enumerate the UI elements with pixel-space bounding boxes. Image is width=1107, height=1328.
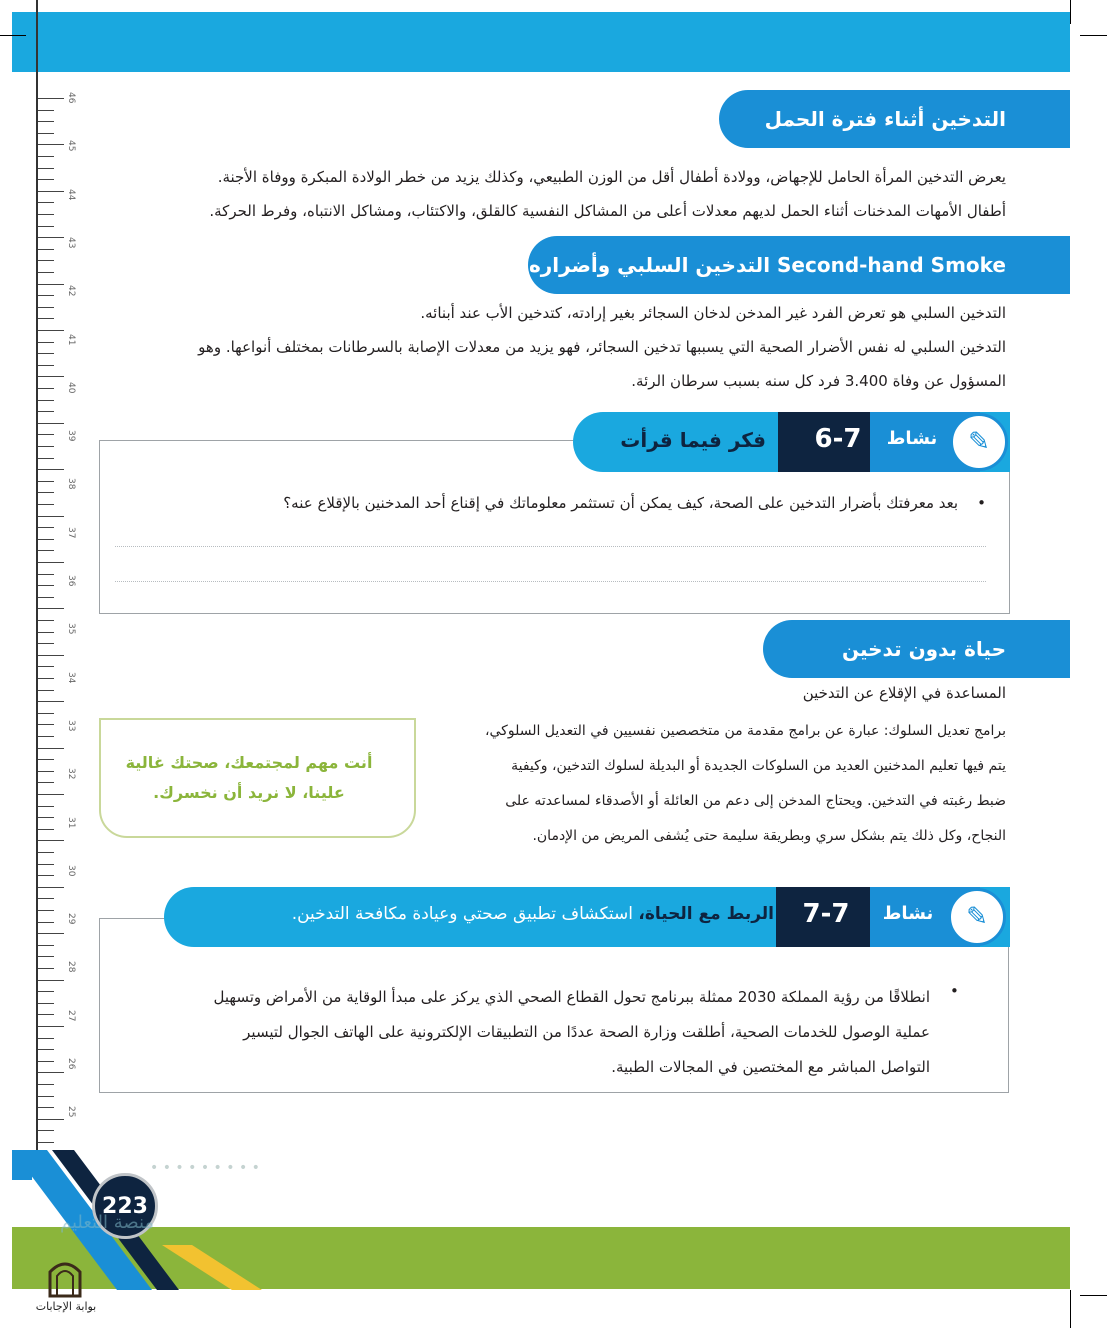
ruler-tick: [38, 678, 54, 679]
ruler-tick: [38, 376, 64, 377]
ruler-tick: [38, 690, 54, 691]
ruler-tick: [38, 504, 54, 505]
dots-watermark: • • • • • • • • •: [150, 1160, 260, 1176]
ruler-number: 41: [66, 333, 76, 345]
top-banner: [12, 12, 1070, 72]
text-line: التدخين السلبي هو تعرض الفرد غير المدخن لدخان السجائر بغير إرادته، كتدخين الأب عند أبنائه.: [420, 304, 1006, 322]
ruler-tick: [38, 365, 54, 366]
text-line: التدخين السلبي له نفس الأضرار الصحية التي يسببها تدخين السجائر، فهو يزيد من معدلات الإصابة بالسرطانات بمختلف أنواعها. وهو: [198, 338, 1006, 356]
ruler-number: 45: [66, 140, 76, 152]
ruler: [36, 0, 38, 1150]
activity-label: نشاط: [882, 903, 934, 924]
ruler-tick: [38, 110, 54, 111]
ruler-tick: [38, 353, 54, 354]
ruler-tick: [38, 991, 54, 992]
ruler-tick: [38, 562, 64, 563]
ruler-tick: [38, 620, 54, 621]
ruler-tick: [38, 748, 64, 749]
section-title-text: التدخين أثناء فترة الحمل: [764, 107, 1006, 131]
pencil-icon: ✎: [948, 888, 1006, 946]
ruler-tick: [38, 852, 54, 853]
ruler-tick: [38, 516, 64, 517]
ruler-number: 33: [66, 719, 76, 732]
section-title-smokefree: [763, 620, 1070, 678]
ruler-number: 40: [66, 381, 76, 394]
ruler-tick: [38, 1084, 54, 1085]
ruler-tick: [38, 156, 54, 157]
ruler-tick: [38, 829, 54, 830]
ruler-number: 31: [66, 816, 76, 828]
ruler-tick: [38, 1130, 54, 1131]
ruler-tick: [38, 492, 54, 493]
ruler-tick: [38, 1038, 54, 1039]
ruler-tick: [38, 898, 54, 899]
ruler-tick: [38, 597, 54, 598]
section-title-text: حياة بدون تدخين: [841, 637, 1006, 661]
ruler-tick: [38, 887, 64, 888]
ruler-tick: [38, 400, 54, 401]
activity-title: [176, 904, 774, 924]
ruler-number: 42: [66, 285, 76, 297]
ruler-tick: [38, 1061, 54, 1062]
ruler-tick: [38, 446, 54, 447]
ruler-number: 36: [66, 575, 76, 587]
ruler-tick: [38, 643, 54, 644]
ruler-tick: [38, 202, 54, 203]
activity-number: 6-7: [814, 424, 862, 454]
ruler-tick: [38, 284, 64, 285]
ruler-tick: [38, 968, 54, 969]
text-line: المسؤول عن وفاة 3.400 فرد كل سنه بسبب سرطان الرئة.: [631, 372, 1006, 390]
ruler-number: 44: [66, 188, 76, 201]
ruler-tick: [38, 458, 54, 459]
ruler-tick: [38, 910, 54, 911]
ruler-number: 35: [66, 623, 76, 635]
ruler-tick: [38, 585, 54, 586]
ruler-tick: [38, 388, 54, 389]
ruler-tick: [38, 980, 64, 981]
text-line: يتم فيها تعليم المدخنين العديد من السلوكات الجديدة أو البديلة لسلوك التدخين، وكيفية: [511, 758, 1006, 774]
ruler-number: 30: [66, 864, 76, 877]
bullet-icon: •: [950, 982, 959, 1000]
watermark-text: منصة التعليم: [60, 1212, 155, 1233]
ruler-tick: [38, 724, 54, 725]
ruler-tick: [38, 713, 54, 714]
page-number: 223: [102, 1193, 148, 1219]
bullet-icon: •: [958, 494, 986, 512]
crop-mark: [1070, 1290, 1071, 1328]
ruler-tick: [38, 817, 54, 818]
text-line: ضبط رغبته في التدخين. ويحتاج المدخن إلى دعم من العائلة أو الأصدقاء لمساعدته على: [505, 793, 1006, 809]
ruler-tick: [38, 342, 54, 343]
ruler-tick: [38, 469, 64, 470]
activity-number: 7-7: [802, 899, 850, 929]
text-line: انطلاقًا من رؤية المملكة 2030 ممثلة ببرنامج تحول القطاع الصحي الذي يركز على مبدأ الوقاية من الأمراض وتسهيل: [213, 988, 930, 1006]
ruler-tick: [38, 1026, 64, 1027]
text-line: يعرض التدخين المرأة الحامل للإجهاض، وولادة أطفال أقل من الوزن الطبيعي، وكذلك يزيد من خطر الولادة المبكرة ووفاة الأجنة.: [217, 168, 1006, 186]
text-line: التواصل المباشر مع المختصين في المجالات الطبية.: [611, 1058, 930, 1076]
ruler-tick: [38, 260, 54, 261]
callout-line: علينا، لا نريد أن نخسرك.: [153, 783, 345, 802]
ruler-tick: [38, 133, 54, 134]
text-line: عملية الوصول للخدمات الصحية، أطلقت وزارة الصحة عددًا من التطبيقات الإلكترونية على الهاتف الجوال لتيسير: [243, 1023, 930, 1041]
ruler-tick: [38, 226, 54, 227]
ruler-tick: [38, 144, 64, 145]
activity-link-paragraph: [140, 980, 930, 1085]
ruler-tick: [38, 237, 64, 238]
section-title-text: التدخين السلبي وأضراره Second-hand Smoke: [528, 253, 1006, 277]
ruler-tick: [38, 179, 54, 180]
ruler-tick: [38, 1049, 54, 1050]
ruler-tick: [38, 666, 54, 667]
text-line: النجاح، وكل ذلك يتم بشكل سري وبطريقة سليمة حتى يُشفى المريض من الإدمان.: [532, 828, 1006, 844]
ruler-tick: [38, 771, 54, 772]
ruler-tick: [38, 249, 54, 250]
ruler-tick: [38, 295, 54, 296]
ruler-tick: [38, 632, 54, 633]
ruler-number: 38: [66, 478, 76, 490]
ruler-tick: [38, 1107, 54, 1108]
brand-text: بوابة الإجابات: [35, 1300, 97, 1313]
activity-label: نشاط: [886, 428, 938, 449]
ruler-tick: [38, 759, 54, 760]
ruler-number: 25: [66, 1106, 76, 1118]
ruler-tick: [38, 701, 64, 702]
ruler-tick: [38, 318, 54, 319]
ruler-tick: [38, 933, 64, 934]
ruler-tick: [38, 481, 54, 482]
bullet-text: بعد معرفتك بأضرار التدخين على الصحة، كيف يمكن أن تستثمر معلوماتك في إقناع أحد المدخنين بالإقلاع عنه؟: [283, 494, 959, 512]
section-title-secondhand: [528, 236, 1070, 294]
ruler-tick: [38, 608, 64, 609]
pencil-icon: ✎: [950, 413, 1008, 471]
ruler-tick: [38, 1119, 64, 1120]
ruler-number: 29: [66, 913, 76, 925]
ruler-tick: [38, 574, 54, 575]
ruler-number: 37: [66, 526, 76, 539]
crop-mark: [1070, 0, 1071, 24]
ruler-tick: [38, 191, 64, 192]
ruler-tick: [38, 875, 54, 876]
ruler-number: 43: [66, 236, 76, 249]
crop-mark: [0, 35, 26, 36]
ruler-tick: [38, 121, 54, 122]
activity-title-bold: الربط مع الحياة،: [638, 904, 774, 924]
callout-text: [120, 748, 378, 808]
ruler-tick: [38, 214, 54, 215]
ruler-tick: [38, 423, 64, 424]
ruler-number: 26: [66, 1058, 76, 1070]
answer-line[interactable]: [115, 580, 986, 582]
text-line: برامج تعديل السلوك: عبارة عن برامج مقدمة من متخصصين نفسيين في التعديل السلوكي،: [484, 723, 1006, 739]
activity-title-rest: استكشاف تطبيق صحتي وعيادة مكافحة التدخين.: [291, 904, 639, 924]
ruler-tick: [38, 168, 54, 169]
ruler-number: 46: [66, 92, 76, 104]
callout-line: أنت مهم لمجتمعك، صحتك غالية: [125, 753, 373, 772]
ruler-tick: [38, 1014, 54, 1015]
ruler-tick: [38, 272, 54, 273]
answer-line[interactable]: [115, 545, 986, 547]
text-line: أطفال الأمهات المدخنات أثناء الحمل لديهم معدلات أعلى من المشاكل النفسية كالقلق، والاكتئاب، ومشاكل الانتباه، وفرط الحركة.: [209, 202, 1006, 220]
ruler-tick: [38, 527, 54, 528]
ruler-tick: [38, 1096, 54, 1097]
ruler-tick: [38, 806, 54, 807]
ruler-tick: [38, 922, 54, 923]
smokefree-subtitle: المساعدة في الإقلاع عن التدخين: [802, 684, 1006, 702]
ruler-tick: [38, 307, 54, 308]
activity-title: فكر فيما قرأت: [620, 428, 766, 452]
ruler-tick: [38, 98, 64, 99]
ruler-tick: [38, 794, 64, 795]
ruler-tick: [38, 782, 54, 783]
ruler-number: 34: [66, 671, 76, 684]
ruler-tick: [38, 864, 54, 865]
ruler-tick: [38, 550, 54, 551]
ruler-tick: [38, 330, 64, 331]
ruler-tick: [38, 1003, 54, 1004]
ruler-number: 32: [66, 768, 76, 780]
ruler-tick: [38, 1142, 54, 1143]
ruler-tick: [38, 655, 64, 656]
ruler-tick: [38, 840, 64, 841]
ruler-tick: [38, 956, 54, 957]
ruler-number: 28: [66, 961, 76, 973]
brand-logo-icon: [44, 1254, 86, 1298]
smokefree-paragraph: [430, 714, 1006, 854]
ruler-number: 27: [66, 1009, 76, 1022]
section-title-pregnancy: [719, 90, 1070, 148]
ruler-tick: [38, 945, 54, 946]
ruler-tick: [38, 1072, 64, 1073]
ruler-tick: [38, 434, 54, 435]
activity-bullet: [110, 494, 986, 512]
crop-mark: [1080, 35, 1107, 36]
crop-mark: [1080, 1295, 1107, 1296]
ruler-tick: [38, 736, 54, 737]
pregnancy-paragraph: [100, 160, 1006, 228]
ruler-tick: [38, 539, 54, 540]
ruler-number: 39: [66, 430, 76, 442]
ruler-tick: [38, 411, 54, 412]
secondhand-paragraph: [90, 296, 1006, 398]
